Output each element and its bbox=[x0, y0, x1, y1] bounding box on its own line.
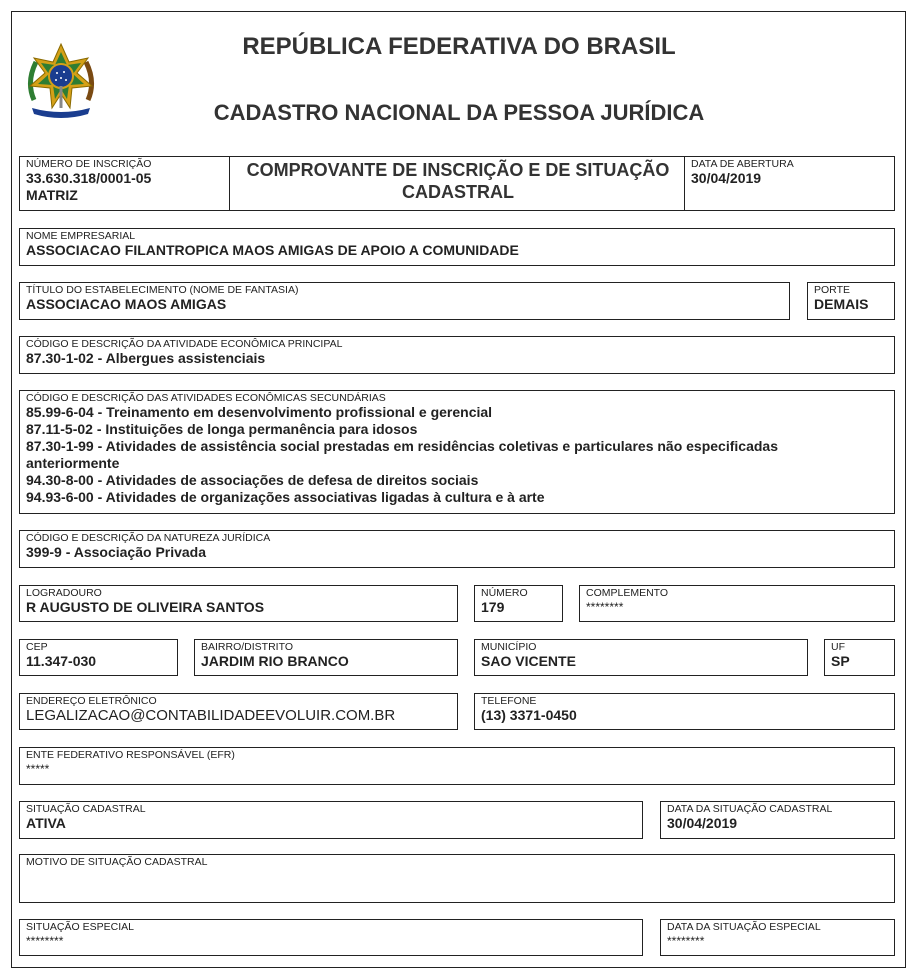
atividade-principal-box bbox=[19, 336, 895, 374]
numero-label: NÚMERO bbox=[481, 587, 528, 599]
natureza-juridica-label: CÓDIGO E DESCRIÇÃO DA NATUREZA JURÍDICA bbox=[26, 532, 271, 544]
efr-value: ***** bbox=[26, 762, 50, 776]
efr-label: ENTE FEDERATIVO RESPONSÁVEL (EFR) bbox=[26, 749, 235, 761]
porte-box bbox=[807, 282, 895, 320]
fantasia-value: ASSOCIACAO MAOS AMIGAS bbox=[26, 296, 227, 312]
abertura-box bbox=[684, 156, 895, 211]
logradouro-value: R AUGUSTO DE OLIVEIRA SANTOS bbox=[26, 599, 265, 615]
data-situacao-box bbox=[660, 801, 895, 839]
numero-value: 179 bbox=[481, 599, 505, 615]
atividade-principal-label: CÓDIGO E DESCRIÇÃO DA ATIVIDADE ECONÔMICA PRINCIPAL bbox=[26, 338, 343, 350]
email-label: ENDEREÇO ELETRÔNICO bbox=[26, 695, 157, 707]
situacao-value: ATIVA bbox=[26, 815, 66, 831]
natureza-juridica-box bbox=[19, 530, 895, 568]
inscricao-label: NÚMERO DE INSCRIÇÃO bbox=[26, 158, 152, 170]
comprovante-title-line1: COMPROVANTE DE INSCRIÇÃO E DE SITUAÇÃO bbox=[246, 160, 670, 180]
situacao-especial-box bbox=[19, 919, 643, 956]
abertura-label: DATA DE ABERTURA bbox=[691, 158, 794, 170]
nome-empresarial-box bbox=[19, 228, 895, 266]
comprovante-title-line2: CADASTRAL bbox=[402, 182, 514, 202]
email-box bbox=[19, 693, 458, 730]
atividade-secundaria-item: 94.30-8-00 - Atividades de associações de defesa de direitos sociais bbox=[26, 472, 479, 488]
situacao-especial-value: ******** bbox=[26, 934, 64, 948]
atividade-secundaria-item: 87.30-1-99 - Atividades de assistência social prestadas em residências coletivas e particulares não especificadas anteriormente bbox=[26, 438, 778, 471]
porte-label: PORTE bbox=[814, 284, 850, 296]
complemento-box bbox=[579, 585, 895, 622]
uf-label: UF bbox=[831, 641, 845, 653]
municipio-value: SAO VICENTE bbox=[481, 653, 576, 669]
abertura-value: 30/04/2019 bbox=[691, 170, 762, 186]
complemento-label: COMPLEMENTO bbox=[586, 587, 669, 599]
nome-empresarial-value: ASSOCIACAO FILANTROPICA MAOS AMIGAS DE APOIO A COMUNIDADE bbox=[26, 242, 519, 258]
municipio-label: MUNICÍPIO bbox=[481, 641, 537, 653]
fantasia-label: TÍTULO DO ESTABELECIMENTO (NOME DE FANTASIA) bbox=[26, 284, 299, 296]
inscricao-number: 33.630.318/0001-05 bbox=[26, 170, 152, 186]
atividades-secundarias-label: CÓDIGO E DESCRIÇÃO DAS ATIVIDADES ECONÔMICAS SECUNDÁRIAS bbox=[26, 392, 386, 404]
inscricao-type: MATRIZ bbox=[26, 187, 78, 203]
situacao-especial-label: SITUAÇÃO ESPECIAL bbox=[26, 921, 134, 933]
nome-empresarial-label: NOME EMPRESARIAL bbox=[26, 230, 136, 242]
situacao-box bbox=[19, 801, 643, 839]
page-subtitle: CADASTRO NACIONAL DA PESSOA JURÍDICA bbox=[213, 100, 705, 125]
telefone-value: (13) 3371-0450 bbox=[481, 707, 577, 723]
logradouro-box bbox=[19, 585, 458, 622]
uf-value: SP bbox=[831, 653, 850, 669]
efr-box bbox=[19, 747, 895, 785]
atividade-secundaria-item: 85.99-6-04 - Treinamento em desenvolvimento profissional e gerencial bbox=[26, 404, 493, 420]
data-situacao-especial-box bbox=[660, 919, 895, 956]
logradouro-label: LOGRADOURO bbox=[26, 587, 102, 599]
data-situacao-value: 30/04/2019 bbox=[667, 815, 738, 831]
cep-box bbox=[19, 639, 178, 676]
natureza-juridica-value: 399-9 - Associação Privada bbox=[26, 544, 207, 560]
inscricao-box bbox=[19, 156, 230, 211]
situacao-label: SITUAÇÃO CADASTRAL bbox=[26, 803, 146, 815]
complemento-value: ******** bbox=[586, 600, 624, 614]
email-value: LEGALIZACAO@CONTABILIDADEEVOLUIR.COM.BR bbox=[26, 707, 396, 724]
bairro-label: BAIRRO/DISTRITO bbox=[201, 641, 293, 653]
comprovante-box bbox=[229, 156, 685, 211]
page-title: REPÚBLICA FEDERATIVA DO BRASIL bbox=[242, 33, 676, 60]
cep-label: CEP bbox=[26, 641, 48, 653]
bairro-value: JARDIM RIO BRANCO bbox=[201, 653, 349, 669]
telefone-label: TELEFONE bbox=[481, 695, 537, 707]
bairro-box bbox=[194, 639, 458, 676]
uf-box bbox=[824, 639, 895, 676]
municipio-box bbox=[474, 639, 808, 676]
data-situacao-especial-value: ******** bbox=[667, 934, 705, 948]
data-situacao-label: DATA DA SITUAÇÃO CADASTRAL bbox=[667, 803, 833, 815]
numero-box bbox=[474, 585, 563, 622]
fantasia-box bbox=[19, 282, 790, 320]
atividades-secundarias-box bbox=[19, 390, 895, 514]
atividade-principal-value: 87.30-1-02 - Albergues assistenciais bbox=[26, 350, 266, 366]
porte-value: DEMAIS bbox=[814, 296, 869, 312]
cep-value: 11.347-030 bbox=[26, 653, 97, 669]
data-situacao-especial-label: DATA DA SITUAÇÃO ESPECIAL bbox=[667, 921, 821, 933]
motivo-label: MOTIVO DE SITUAÇÃO CADASTRAL bbox=[26, 856, 208, 868]
atividade-secundaria-item: 94.93-6-00 - Atividades de organizações associativas ligadas à cultura e à arte bbox=[26, 489, 545, 505]
atividade-secundaria-item: 87.11-5-02 - Instituições de longa permanência para idosos bbox=[26, 421, 418, 437]
motivo-box bbox=[19, 854, 895, 903]
telefone-box bbox=[474, 693, 895, 730]
